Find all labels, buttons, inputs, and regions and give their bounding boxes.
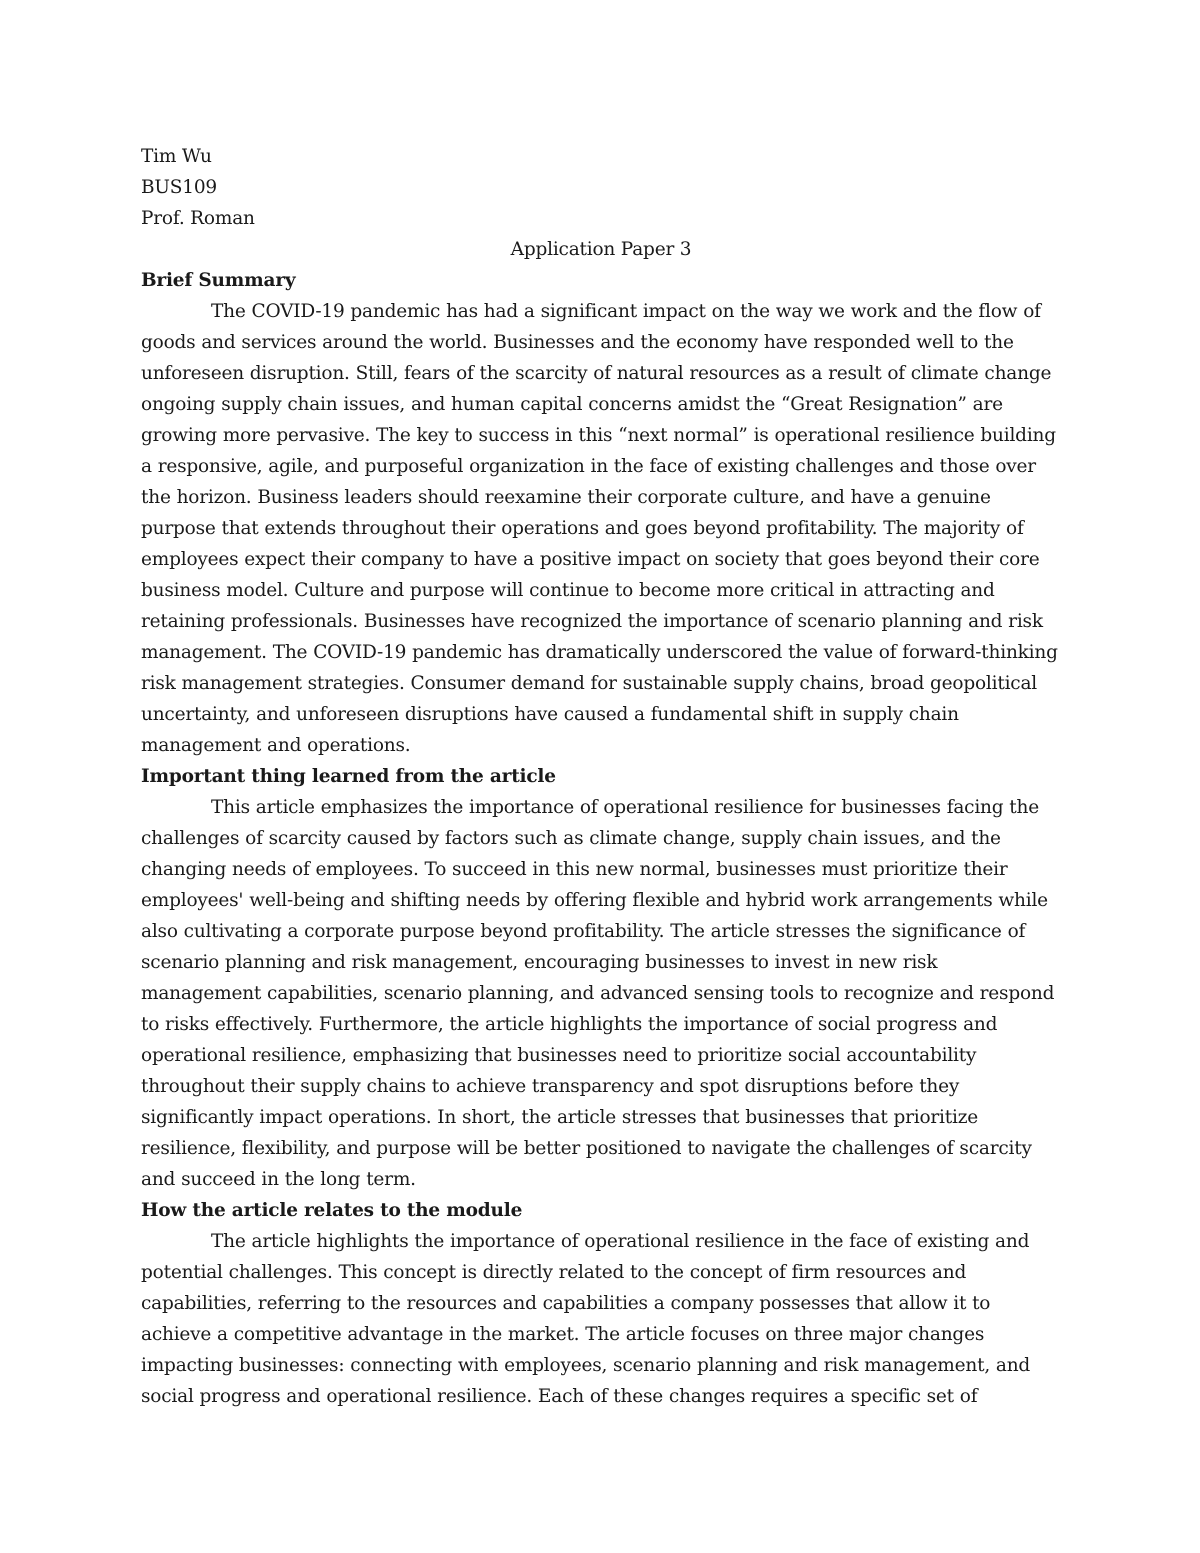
- section-body-brief-summary: The COVID-19 pandemic has had a significant impact on the way we work and the flow of goods and services around the world. Businesses and the economy have responded well to the unforeseen disruption. Still, fears of the scarcity of natural resources as a result of climate change ongoing supply chain issues, and human capital concerns amidst the “Great Resignation” are growing more pervasive. The key to success in this “next normal” is operational resilience building a responsive, agile, and purposeful organization in the face of existing challenges and those over the horizon. Business leaders should reexamine their corporate culture, and have a genuine purpose that extends throughout their operations and goes beyond profitability. The majority of employees expect their company to have a positive impact on society that goes beyond their core business model. Culture and purpose will continue to become more critical in attracting and retaining professionals. Businesses have recognized the importance of scenario planning and risk management. The COVID-19 pandemic has dramatically underscored the value of forward-thinking risk management strategies. Consumer demand for sustainable supply chains, broad geopolitical uncertainty, and unforeseen disruptions have caused a fundamental shift in supply chain management and operations.: [141, 301, 1058, 756]
- section-body-module-relation: The article highlights the importance of operational resilience in the face of existing and potential challenges. This concept is directly related to the concept of firm resources and capabilities, referring to the resources and capabilities a company possesses that allow it to achieve a competitive advantage in the market. The article focuses on three major changes impacting businesses: connecting with employees, scenario planning and risk management, and social progress and operational resilience. Each of these changes requires a specific set of: [141, 1231, 1031, 1407]
- section-heading-important-thing: Important thing learned from the article: [141, 766, 556, 787]
- course-code: BUS109: [141, 177, 217, 198]
- document-content: [141, 141, 1061, 1412]
- section-heading-module-relation: How the article relates to the module: [141, 1200, 523, 1221]
- paper-title: Application Paper 3: [510, 239, 692, 260]
- professor-name: Prof. Roman: [141, 208, 255, 229]
- section-body-important-thing: This article emphasizes the importance of operational resilience for businesses facing the challenges of scarcity caused by factors such as climate change, supply chain issues, and the changing needs of employees. To succeed in this new normal, businesses must prioritize their employees' well-being and shifting needs by offering flexible and hybrid work arrangements while also cultivating a corporate purpose beyond profitability. The article stresses the significance of scenario planning and risk management, encouraging businesses to invest in new risk management capabilities, scenario planning, and advanced sensing tools to recognize and respond to risks effectively. Furthermore, the article highlights the importance of social progress and operational resilience, emphasizing that businesses need to prioritize social accountability throughout their supply chains to achieve transparency and spot disruptions before they significantly impact operations. In short, the article stresses that businesses that prioritize resilience, flexibility, and purpose will be better positioned to navigate the challenges of scarcity and succeed in the long term.: [141, 797, 1055, 1190]
- section-heading-brief-summary: Brief Summary: [141, 270, 296, 291]
- author-name: Tim Wu: [141, 146, 212, 167]
